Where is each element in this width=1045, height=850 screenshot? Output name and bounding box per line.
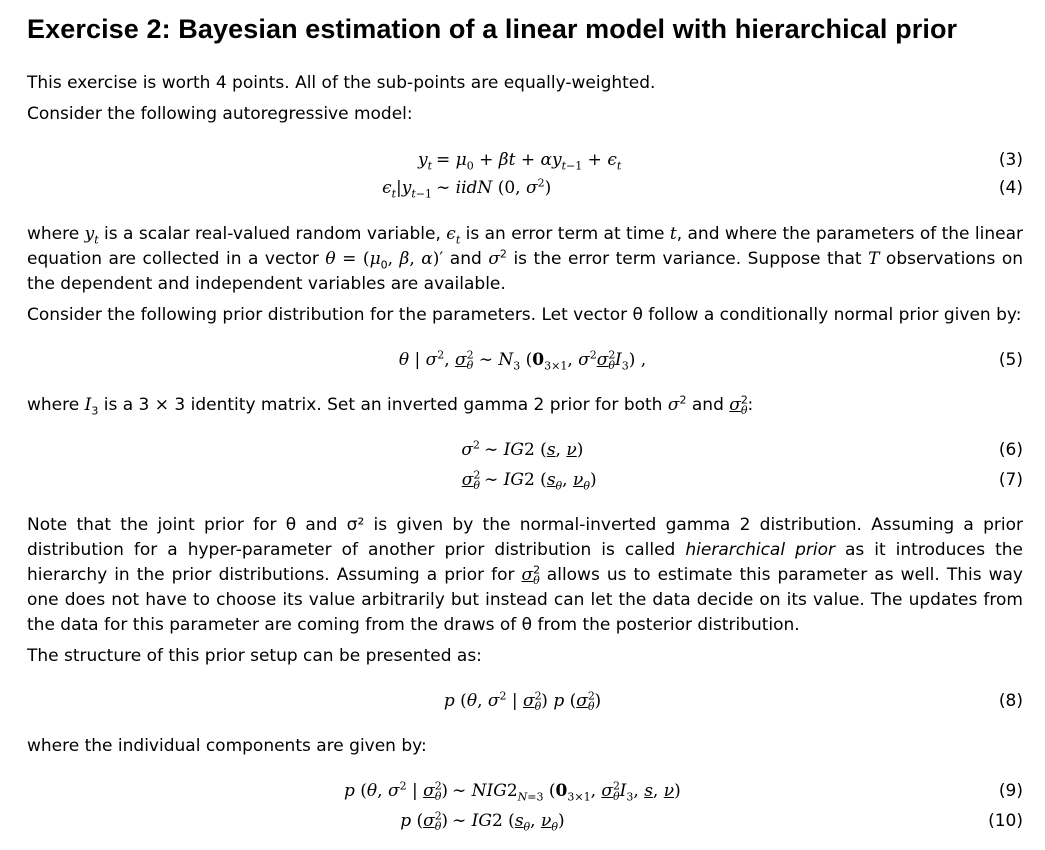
exercise-title: Exercise 2: Bayesian estimation of a linear model with hierarchical prior bbox=[27, 14, 958, 44]
equation-9: p (θ, $\sigma^2$ | $\sigma^2_\theta$) ∼ $NIG2_{N=3}$ ($0_{3\times 1}$, $\sigma^2_\theta I_3$, s, ν) (9) bbox=[343, 779, 1023, 804]
eq-num-8: (8) bbox=[998, 691, 1023, 711]
equation-10: p $(\sigma^2_\theta)$ ∼ IG2 ($s_\theta$, $\nu_\theta$) (10) bbox=[400, 809, 1023, 834]
eq-num-6: (6) bbox=[998, 440, 1023, 460]
components-intro: where the individual components are given by: bbox=[27, 736, 427, 756]
equation-8: p (θ, $\sigma^2$ | $\sigma^2_\theta$) p $(\sigma^2_\theta)$ (8) bbox=[443, 689, 1023, 714]
structure-intro: The structure of this prior setup can be presented as: bbox=[27, 646, 482, 666]
intro-model: Consider the following autoregressive model: bbox=[27, 104, 413, 124]
eq-num-7: (7) bbox=[998, 470, 1023, 490]
eq-num-4: (4) bbox=[998, 178, 1023, 198]
equation-3: $y_t$ = $\mu_0 + \beta t + \alpha y_{t-1} + \epsilon_t$ (3) bbox=[0, 147, 1045, 173]
equation-7: $\sigma^2_\theta$ ∼ IG2 ($s_\theta$, $\nu_\theta$) (7) bbox=[461, 468, 1023, 493]
prior-intro: Consider the following prior distribution for the parameters. Let vector θ follow a conditionally normal prior given by: bbox=[27, 305, 1022, 325]
equation-6: $\sigma^2$ ∼ IG2 (s, ν) (6) bbox=[0, 437, 1045, 463]
identity-matrix-sentence: where $I_3$ is a 3 × 3 identity matrix. Set an inverted gamma 2 prior for both $\sigma^2$ and $\sigma^2_\theta$: bbox=[27, 393, 754, 418]
equation-5: θ | $\sigma^2$, $\sigma^2_\theta$ ∼ $N_3$ ($0_{3\times 1}$, $\sigma^2\sigma^2_\theta I_3$) , (5) bbox=[398, 348, 1023, 373]
eq-num-10: (10) bbox=[988, 811, 1023, 831]
paragraph-model-description: where $y_t$ is a scalar real-valued random variable, $\epsilon_t$ is an error term at time t, and where the parameters of the linear equation are collected in a vector $\theta = (\mu_0$, β, α)′ and $\sigma^2$ is the error term variance. Suppose that T observations on the dependent and independent variables are available. bbox=[27, 224, 1024, 294]
paragraph-hierarchical-note: Note that the joint prior for θ and σ² is given by the normal-inverted gamma 2 distribution. Assuming a prior distribution for a hyper-parameter of another prior distribution is called hierarchical prior as it introduces the hierarchy in the prior distributions. Assuming a prior for $\sigma^2_\theta$ allows us to estimate this parameter as well. This way one does not have to choose its value arbitrarily but instead can let the data decide on its value. The updates from the data for this parameter are coming from the draws of θ from the posterior distribution. bbox=[27, 515, 1023, 635]
equation-4: $\epsilon_t|y_{t-1}$ ∼ iidN (0, $\sigma^2$) (4) bbox=[382, 176, 1023, 201]
eq-num-3: (3) bbox=[998, 150, 1023, 170]
eq-num-5: (5) bbox=[998, 350, 1023, 370]
intro-points: This exercise is worth 4 points. All of the sub-points are equally-weighted. bbox=[27, 73, 656, 93]
eq-num-9: (9) bbox=[998, 781, 1023, 801]
